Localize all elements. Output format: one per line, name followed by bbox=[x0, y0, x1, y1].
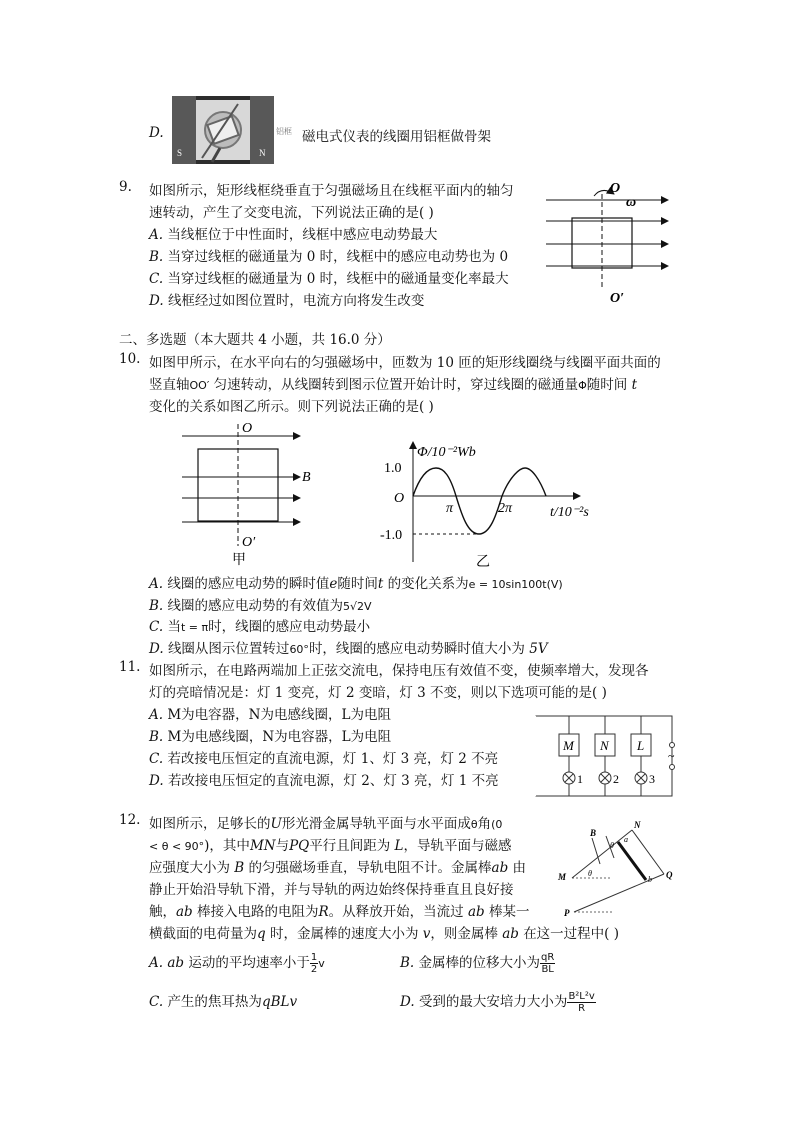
q9-option-a: A. 当线框位于中性面时，线框中感应电动势最大 bbox=[149, 227, 438, 243]
q12-rail-figure bbox=[552, 818, 682, 918]
q12-fig-q: Q bbox=[666, 870, 673, 880]
q9-option-c: C. 当穿过线框的磁通量为 0 时，线框中的磁通量变化率最大 bbox=[149, 271, 509, 287]
q12-number: 12. bbox=[119, 812, 141, 828]
lamp-3-icon bbox=[635, 772, 647, 784]
q9-fig-omega: ω bbox=[626, 195, 637, 210]
q12-fig-theta2: θ bbox=[588, 869, 592, 878]
q11-option-b: B. M为电感线圈，N为电容器，L为电阻 bbox=[149, 729, 392, 745]
lamp-2-icon bbox=[599, 772, 611, 784]
q11-option-d: D. 若改接电压恒定的直流电源，灯 2、灯 3 亮，灯 1 不亮 bbox=[149, 773, 499, 789]
q10-yi-pi: π bbox=[446, 501, 454, 516]
q10-option-d: D. 线圈从图示位置转过60°时，线圈的感应电动势瞬时值大小为 5V bbox=[149, 641, 548, 657]
photo-tag-label: 铝框 bbox=[276, 127, 292, 136]
q10-yi-caption: 乙 bbox=[476, 555, 490, 570]
lamp-1-icon bbox=[563, 772, 575, 784]
q12-fig-theta1: θ bbox=[610, 841, 614, 850]
q12-stem-line5: 触，ab 棒接入电路的电阻为R。从释放开始，当流过 ab 棒某一 bbox=[149, 904, 530, 920]
q12-stem-line2: < θ < 90°)，其中MN与PQ平行且间距为 L，导轨平面与磁感 bbox=[149, 838, 512, 854]
q9-stem-line2: 速转动，产生了交变电流，下列说法正确的是( ) bbox=[149, 205, 434, 221]
q10-number: 10. bbox=[119, 351, 141, 367]
q12-fig-n: N bbox=[634, 820, 641, 830]
q10-option-c: C. 当t = π时，线圈的感应电动势最小 bbox=[149, 619, 371, 635]
q10-stem-line2: 竖直轴OO′ 匀速转动，从线圈转到图示位置开始计时，穿过线圈的磁通量Φ随时间 t bbox=[149, 377, 638, 393]
q9-figure bbox=[540, 178, 680, 308]
q11-stem-line2: 灯的亮暗情况是：灯 1 变亮，灯 2 变暗，灯 3 不变，则以下选项可能的是( ) bbox=[149, 685, 607, 701]
q10-jia-caption: 甲 bbox=[232, 553, 246, 568]
q12-option-a: A. ab 运动的平均速率小于 $\frac{1}{2}$ v bbox=[149, 952, 325, 975]
q9-stem-line1: 如图所示，矩形线框绕垂直于匀强磁场且在线框平面内的轴匀 bbox=[149, 183, 514, 199]
q9-option-b: B. 当穿过线框的磁通量为 0 时，线框中的感应电动势也为 0 bbox=[149, 249, 509, 265]
q12-stem-line1: 如图所示，足够长的U形光滑金属导轨平面与水平面成θ角(0 bbox=[149, 816, 503, 832]
q10-stem-line1: 如图甲所示，在水平向右的匀强磁场中，匝数为 10 匝的矩形线圈绕与线圈平面共面的 bbox=[149, 355, 661, 371]
q10-yi-xlabel: t/10⁻²s bbox=[550, 505, 589, 520]
q11-option-a: A. M为电容器，N为电感线圈，L为电阻 bbox=[149, 707, 391, 723]
q10-yi-2pi: 2π bbox=[498, 501, 513, 516]
q11-lamp3-label: 3 bbox=[649, 772, 655, 786]
q10-figure-yi bbox=[380, 436, 620, 571]
q11-stem-line1: 如图所示，在电路两端加上正弦交流电，保持电压有效值不变，使频率增大，发现各 bbox=[149, 663, 649, 679]
q11-fig-n: N bbox=[600, 738, 609, 753]
q11-circuit-figure bbox=[532, 712, 692, 800]
q9-option-d: D. 线框经过如图位置时，电流方向将发生改变 bbox=[149, 293, 425, 309]
q12-stem-line3: 应强度大小为 B 的匀强磁场垂直，导轨电阻不计。金属棒ab 由 bbox=[149, 860, 527, 876]
q10-yi-y-pos: 1.0 bbox=[384, 461, 402, 476]
q10-jia-o-bottom: O′ bbox=[242, 535, 256, 550]
q12-fig-a: a bbox=[624, 835, 628, 844]
q8-option-d-label: D. bbox=[149, 125, 164, 141]
q12-stem-line4: 静止开始沿导轨下滑，并与导轨的两边始终保持垂直且良好接 bbox=[149, 882, 514, 898]
q11-fig-l: L bbox=[637, 738, 645, 753]
galvanometer-photo bbox=[172, 96, 274, 164]
q10-yi-origin: O bbox=[394, 491, 405, 506]
photo-n-label: N bbox=[259, 148, 266, 158]
q10-stem-line3: 变化的关系如图乙所示。则下列说法正确的是( ) bbox=[149, 399, 434, 415]
section-2-title: 二、多选题（本大题共 4 小题，共 16.0 分） bbox=[119, 332, 391, 348]
q10-option-a: A. 线圈的感应电动势的瞬时值e随时间t 的变化关系为e = 10sin100t(V) bbox=[149, 576, 563, 592]
q12-option-c: C. 产生的焦耳热为qBLv bbox=[149, 994, 298, 1010]
q12-fig-b: B bbox=[590, 828, 597, 838]
q12-fig-p: P bbox=[564, 908, 570, 918]
q11-ac-symbol: ~ bbox=[668, 749, 675, 763]
q11-lamp2-label: 2 bbox=[613, 772, 619, 786]
q10-figure-jia bbox=[178, 418, 318, 568]
q12-option-b: B. 金属棒的位移大小为 $\frac{qR}{BL}$ bbox=[400, 952, 555, 975]
q8-option-d-text: 磁电式仪表的线圈用铝框做骨架 bbox=[302, 129, 491, 145]
photo-s-label: S bbox=[177, 148, 183, 158]
q12-option-d: D. 受到的最大安培力大小为 $\frac{\text{B²L²v}}{R}$ bbox=[400, 991, 595, 1014]
q11-option-c: C. 若改接电压恒定的直流电源，灯 1、灯 3 亮，灯 2 不亮 bbox=[149, 751, 499, 767]
q10-option-b: B. 线圈的感应电动势的有效值为5√2V bbox=[149, 598, 372, 614]
q11-fig-m: M bbox=[563, 738, 574, 753]
q9-fig-o-top: O bbox=[610, 181, 621, 196]
q12-fig-m: M bbox=[558, 872, 567, 882]
q9-fig-o-bottom: O′ bbox=[610, 291, 625, 306]
q12-stem-line6: 横截面的电荷量为q 时，金属棒的速度大小为 v，则金属棒 ab 在这一过程中( ) bbox=[149, 926, 620, 942]
q11-number: 11. bbox=[119, 659, 141, 675]
q9-number: 9. bbox=[119, 179, 132, 195]
q12-fig-b-small: b bbox=[648, 875, 652, 884]
q10-jia-o-top: O bbox=[242, 421, 253, 436]
q10-yi-y-neg: -1.0 bbox=[380, 528, 403, 543]
q10-yi-ylabel: Φ/10⁻²Wb bbox=[417, 445, 476, 460]
q10-jia-b: B bbox=[302, 470, 311, 485]
q11-lamp1-label: 1 bbox=[577, 772, 583, 786]
